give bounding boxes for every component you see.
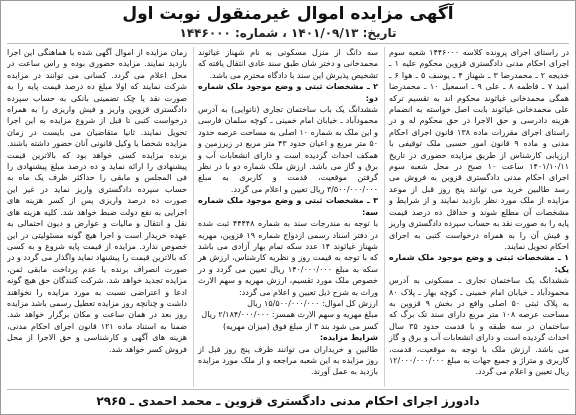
title-divider bbox=[7, 43, 569, 44]
section-heading: ۲ ـ مشخصات ثبتی و وضع موجود ملک شماره دو: bbox=[198, 82, 378, 103]
section-heading: ۳ ـ مشخصات ثبتی و وضع موجود ملک شماره سه: bbox=[198, 196, 378, 217]
paragraph: ارزش کل اموال: ۱۵/۵۰۰/۰۰۰/۰۰۰ ریال bbox=[247, 298, 378, 308]
paragraph: با توجه به مندرجات سند به شماره ۴۴۴۴۸ ثبت شده در دفتر اسناد رسمی ازدواج شماره ۱۹ قزوین، مهریه شهناز غیاثوند ۱۴ عدد سکه تمام بهار آزادی می باشد که با توجه به قیمت روز و نظریه کارشناس، ارزش هر سکه به مبلغ ۱۴۰/۰۰۰/۰۰۰ ریال تعیین می گردد و در خصوص ملک مورد تقسیم، ارزش مهریه و سهم الارث وراث به شرح ذیل تعیین و اعلام می گردد: bbox=[198, 219, 378, 297]
paragraph: ششدانگ یک ساختمان تجاری ـ مسکونی به آدرس محمودآباد ـ خیابان امام خمینی ـ کوچه بهار ـ پلاک ۸۰ به پلاک ثبتی ۵۰ اصلی واقع در بخش ۹ قزوین به مساحت عرصه ۱۰۸ متر مربع دارای سند تک برگ که ساختمان در سه طبقه و با قدمت حدود ۳۵ سال احداث گردیده است و دارای انشعابات آب و برق و گاز می باشد. ارزش ملک با توجه به موقعیت، قدمت، کاربری و متراژ و جمیع جهات به مبلغ ۱۲/۰۰۰/۰۰۰/۰۰۰ ریال تعیین و اعلام می گردد. bbox=[389, 276, 569, 377]
paragraph: طالبین و خریداران می توانند ظرف پنج روز قبل از روز مزایده به این شعبه مراجعه و از ملک مورد مزایده بازدید به عمل آورند. bbox=[198, 344, 378, 377]
paragraph: سه دانگ از منزل مسکونی به نام شهناز غیاثوند محمدخانی و دختر شان طبق سند عادی انتقال یافته که تشخیص پذیرش این سند با دادگاه محترم می باشد. bbox=[198, 48, 378, 80]
paragraph: در راستای اجرای پرونده کلاسه ۱۴۴۶۰۰۰ شعبه سوم اجرای احکام مدنی دادگستری قزوین محکوم علیه ۱ ـ خدیجه ۲ ـ محمدرضا ۳ ـ شهناز ۴ ـ یوسف ۵ ـ هوا ۶ ـ امید ۷ ـ فاطمه ۸ ـ علی ۹ ـ اسمعیل ۱۰ ـ محمدرضا همگی محمدخانی غیاثوند محکوم اند به تقسیم ترکه علی محمدخانی غیاثوند بابت اصل خواسته به انضمام هزینه دادرسی و حق الاجرا در حق محکوم له و در راستای اجرای مقررات ماده ۱۳۸ قانون اجرای احکام مدنی و ماده ۹ قانون امور حسبی ملک توقیفی با ارزیابی کارشناس از طریق مزایده حضوری در تاریخ ۱۴۰۱/۱۰/۱۱ ساعت ۱۰ صبح در محل شعبه سوم اجرای احکام مدنی دادگستری قزوین به فروش می رسد طالبین خرید می توانند پنج روز قبل از موعد مزایده از ملک مورد نظر بازدید نمایند و از شرایط و مشخصات آن مطلع شوند و حداقل ده درصد قیمت پایه را به صورت نقد به حساب سپرده دادگستری واریز و فیش آن را به همراه درخواست کتبی به اجرای احکام تحویل نمایند. bbox=[389, 48, 569, 251]
section-heading: ۱ ـ مشخصات ثبتی و وضع موجود ملک شماره یک: bbox=[389, 253, 569, 274]
section-heading: شرایط مزایده: bbox=[319, 333, 378, 343]
notice-date-number: تاریخ: ۱۴۰۱/۰۹/۱۳ ، شماره: ۱۴۴۶۰۰۰ bbox=[179, 26, 397, 40]
paragraph: مبلغ مهریه و سهم الارث همسر: ۲/۱۸۴/۰۰۰/۰۰۰ ریال bbox=[201, 310, 378, 320]
notice-body bbox=[7, 47, 569, 387]
column-right bbox=[384, 47, 569, 387]
column-middle bbox=[193, 47, 378, 387]
column-left bbox=[7, 47, 187, 387]
paragraph: ششدانگ یک باب ساختمان تجاری (نانوایی) به آدرس محمودآباد ـ خیابان امام خمینی ـ کوچه سلمان فارسی و این ملک به شماره ۱۰ اصلی به مساحت عرصه حدود ۵۰ متر مربع و اعیان حدود ۴۳ متر مربع در زیرزمین و همکف احداث گردیده است و دارای انشعابات آب و برق و گاز می باشد. ارزش ملک شماره دو با در نظر گرفتن موقعیت، قدمت و کاربری به مبلغ ۳/۵۰۰/۰۰۰/۰۰۰ ریال تعیین و اعلام می گردد. bbox=[198, 105, 378, 194]
notice-signature: دادورز اجرای احکام مدنی دادگستری قزوین ـ محمد احمدی ـ ۲۹۶۵ bbox=[7, 389, 569, 410]
notice-title: آگهی مزایده اموال غیرمنقول نوبت اول bbox=[122, 4, 454, 24]
paragraph: زمان مزایده از اموال آگهی شده با هماهنگی این اجرا بازدید نمایند. مزایده حضوری بوده و راس ساعت در محل اعلام می گردد. کسانی می توانند در مزایده شرکت نمایند که اولا مبلغ ده درصد قیمت پایه را به صورت نقد یا چک تضمینی بانکی به حساب سپرده دادگستری قزوین واریز و فیش واریزی را به همراه درخواست کتبی تا قبل از شروع مزایده به این اجرا تحویل نمایند. ثانیا متقاضیان می بایست در زمان مزایده شخصا یا وکیل قانونی آنان حضور داشته باشند. برنده مزایده کسی خواهد بود که بالاترین قیمت پیشنهادی را ارائه نماید و ده درصد مبلغ پیشنهادی را فی المجلس و مابقی را حداکثر ظرف یک ماه به حساب سپرده دادگستری واریز نماید در غیر این صورت ده درصد واریزی پس از کسر هزینه های اجرایی به نفع دولت ضبط خواهد شد. کلیه هزینه های نقل و انتقال و مالیات و عوارض و دیون احتمالی به عهده خریدار است و اجرا هیچ گونه مسئولیتی در این خصوص ندارد. مزایده از قیمت پایه شروع و به کسی که بالاترین قیمت را پیشنهاد نماید واگذار می گردد و در صورت انصراف برنده یا عدم پرداخت مابقی ثمن، مزایده تجدید خواهد شد. شرکت کنندگان حق هیچ گونه ادعا و اعتراضی نسبت به مورد مزایده را نخواهند داشت و چنانچه روز مزایده تعطیل رسمی باشد مزایده روز بعد در همان ساعت و مکان برگزار خواهد شد. ضمنا به استناد ماده ۱۲۱ قانون اجرای احکام مدنی، هزینه های آگهی و کارشناسی و حق الاجرا از محل فروش کسر خواهد شد. bbox=[7, 48, 187, 354]
paragraph: کسر می شود بند ۳ از مبلغ فوق (میزان مهریه) bbox=[223, 321, 378, 331]
